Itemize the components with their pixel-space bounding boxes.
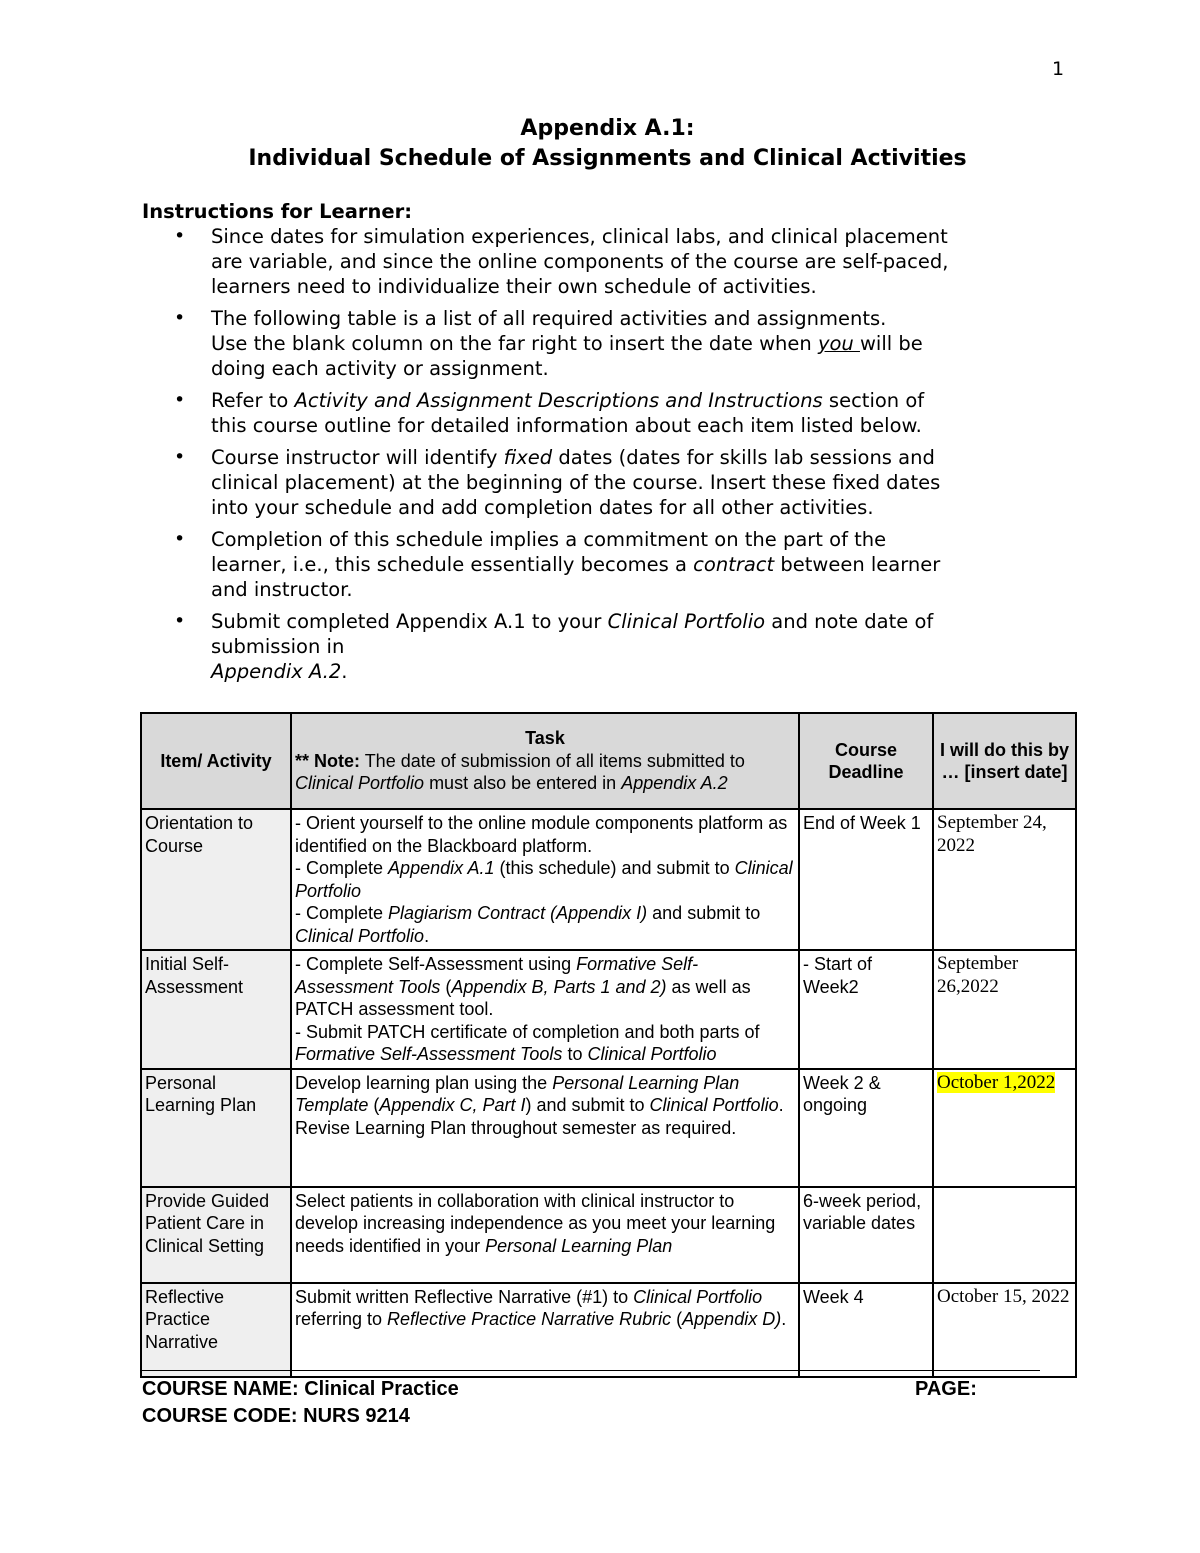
footer-course-name: COURSE NAME: Clinical Practice <box>142 1378 459 1400</box>
cell-task: - Orient yourself to the online module components platform as identified on the Blackboard platform. - Complete Appendix A.1 (this schedule) and submit to Clinical Portfolio - Complete Plagiarism Contract (Appendix I) and submit to Clinical Portfolio. <box>291 809 799 950</box>
page-number: 1 <box>1052 58 1065 80</box>
cell-my-date[interactable] <box>933 1069 1076 1187</box>
cell-item: Initial Self-Assessment <box>141 950 291 1069</box>
list-item: • Course instructor will identify fixed dates (dates for skills lab sessions and clinical placement) at the beginning of the course. Insert these fixed dates into your schedule and add completion dates for all other activities. <box>174 446 941 519</box>
table-header-row <box>141 713 1076 809</box>
list-item: • Since dates for simulation experiences, clinical labs, and clinical placement are variable, and since the online components of the course are self-paced, learners need to individualize their own schedule of activities. <box>174 225 949 298</box>
cell-my-date[interactable]: October 15, 2022 <box>933 1283 1076 1377</box>
cell-task: Select patients in collaboration with clinical instructor to develop increasing independence as you meet your learning needs identified in your Personal Learning Plan <box>291 1187 799 1283</box>
table-row <box>141 1069 1076 1187</box>
header-item-activity: Item/ Activity <box>141 713 291 809</box>
page-title: Appendix A.1: <box>520 116 695 141</box>
instructions-list <box>142 224 1042 691</box>
cell-item: Provide Guided Patient Care in Clinical Setting <box>141 1187 291 1283</box>
table-row <box>141 809 1076 950</box>
cell-item: Reflective Practice Narrative <box>141 1283 291 1377</box>
cell-deadline: End of Week 1 <box>799 809 933 950</box>
bullet-icon: • <box>174 389 186 411</box>
schedule-table <box>140 712 1077 1378</box>
table-row <box>141 1283 1076 1377</box>
cell-my-date[interactable] <box>933 1187 1076 1283</box>
footer-divider <box>140 1370 1040 1371</box>
footer-course-code: COURSE CODE: NURS 9214 <box>142 1405 410 1427</box>
cell-task: Submit written Reflective Narrative (#1) to Clinical Portfolio referring to Reflective Practice Narrative Rubric (Appendix D). <box>291 1283 799 1377</box>
cell-task: - Complete Self-Assessment using Formative Self-Assessment Tools (Appendix B, Parts 1 and 2) as well as PATCH assessment tool. - Submit PATCH certificate of completion and both parts of Formative Self-Assessment Tools to Clinical Portfolio <box>291 950 799 1069</box>
cell-deadline: 6-week period, variable dates <box>799 1187 933 1283</box>
list-item: • Completion of this schedule implies a commitment on the part of the learner, i.e., this schedule essentially becomes a contract between learner and instructor. <box>174 528 941 601</box>
bullet-icon: • <box>174 446 186 468</box>
bullet-icon: • <box>174 610 186 632</box>
list-item: • Refer to Activity and Assignment Descriptions and Instructions section of this course outline for detailed information about each item listed below. <box>174 389 925 437</box>
bullet-icon: • <box>174 225 186 247</box>
bullet-icon: • <box>174 307 186 329</box>
header-task: Task ** Note: The date of submission of all items submitted to Clinical Portfolio must also be entered in Appendix A.2 <box>291 713 799 809</box>
list-item: • The following table is a list of all required activities and assignments. Use the blank column on the far right to insert the date when you will be doing each activity or assignment. <box>174 307 923 380</box>
page-subtitle: Individual Schedule of Assignments and Clinical Activities <box>248 146 967 171</box>
list-item: • Submit completed Appendix A.1 to your Clinical Portfolio and note date of submission in Appendix A.2. <box>174 610 934 683</box>
bullet-icon: • <box>174 528 186 550</box>
highlighted-date: October 1,2022 <box>937 1071 1056 1093</box>
cell-task: Develop learning plan using the Personal Learning Plan Template (Appendix C, Part I) and submit to Clinical Portfolio. Revise Learning Plan throughout semester as required. <box>291 1069 799 1187</box>
cell-my-date[interactable]: September 24, 2022 <box>933 809 1076 950</box>
cell-my-date[interactable]: September 26,2022 <box>933 950 1076 1069</box>
header-course-deadline: Course Deadline <box>799 713 933 809</box>
table-row <box>141 1187 1076 1283</box>
cell-deadline: Week 2 & ongoing <box>799 1069 933 1187</box>
instructions-heading: Instructions for Learner: <box>142 200 413 223</box>
header-my-date: I will do this by … [insert date] <box>933 713 1076 809</box>
cell-item: Orientation to Course <box>141 809 291 950</box>
cell-deadline: Week 4 <box>799 1283 933 1377</box>
table-row <box>141 950 1076 1069</box>
footer-page-label: PAGE: <box>915 1378 977 1400</box>
cell-deadline: - Start of Week2 <box>799 950 933 1069</box>
cell-item: Personal Learning Plan <box>141 1069 291 1187</box>
